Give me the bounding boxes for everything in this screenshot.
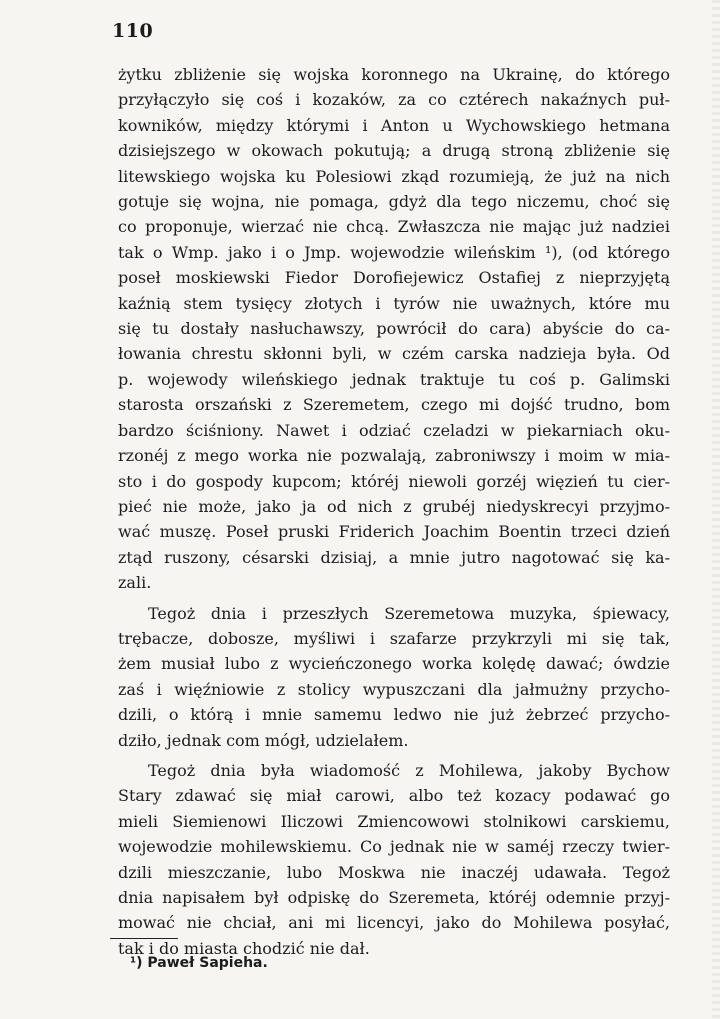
text-line: mować nie chciał, ani mi licencyi, jako do Mohilewa posyłać, [118,913,670,933]
text-line: zaś i więźniowie z stolicy wypuszczani dla jałmużny przycho- [118,679,670,699]
page-number: 110 [112,20,154,42]
scan-edge [712,0,720,1019]
text-line: trębacze, dobosze, myśliwi i szafarze przykrzyli mi się tak, [118,628,670,648]
text-line: mieli Siemienowi Iliczowi Zmiencowowi stolnikowi carskiemu, [118,811,670,831]
text-line: dnia napisałem był odpiskę do Szeremeta, któréj odemnie przyj- [118,888,670,907]
text-line: kowników, między którymi i Anton u Wychowskiego hetmana [118,115,670,135]
text-line: sto i do gospody kupcom; któréj niewoli gorzéj więzień tu cier- [118,471,670,491]
text-line: dzisiejszego w okowach pokutują; a drugą stroną zbliżenie się [118,141,670,161]
text-line: łowania chrestu skłonni byli, w czém carska nadzieja była. Od [118,344,670,364]
text-line: starosta orszański z Szeremetem, czego mi dojść trudno, bom [118,395,670,415]
text-line: wojewodzie mohilewskiemu. Co jednak nie w saméj rzeczy twier- [118,837,670,857]
text-line: tak o Wmp. jako i o Jmp. wojewodzie wileńskim ¹), (od którego [118,242,670,262]
text-line: się tu dostały nasłuchawszy, powrócił do cara) abyście do ca- [118,319,670,339]
text-line: co proponuje, wierzać nie chcą. Zwłaszcza nie mając już nadziei [118,217,670,237]
body-text [118,62,670,961]
text-line: kaźnią stem tysięcy złotych i tyrów nie uważnych, które mu [118,293,670,313]
footnote: ¹) Paweł Sapieha. [130,955,268,971]
text-line: p. wojewody wileńskiego jednak traktuje tu coś p. Galimski [118,369,670,389]
text-line: dzili mieszczanie, lubo Moskwa nie inaczéj udawała. Tegoż [118,862,670,882]
text-line: Tegoż dnia i przeszłych Szeremetowa muzyka, śpiewacy, [148,603,670,623]
text-line: pieć nie może, jako ja od nich z grubéj niedyskrecyi przyjmo- [118,496,670,516]
paragraph-1 [118,62,670,596]
footnote-rule [110,938,178,939]
text-line: dziło, jednak com mógł, udzielałem. [118,730,409,750]
text-line: ztąd ruszony, césarski dzisiaj, a mnie jutro nagotować się ka- [118,547,670,567]
text-line: poseł moskiewski Fiedor Dorofiejewicz Ostafiej z nieprzyjętą [118,268,670,288]
paragraph-2 [118,601,670,753]
text-line: rzonéj z mego worka nie pozwalają, zabroniwszy i moim w mia- [118,446,670,466]
text-line: bardzo ściśniony. Nawet i odziać czeladzi w piekarniach oku- [118,420,670,440]
text-line: przyłączyło się coś i kozaków, za co cztérech nakaźnych puł- [118,90,670,110]
text-line: wać muszę. Poseł pruski Friderich Joachim Boentin trzeci dzień [118,522,670,542]
text-line: dzili, o którą i mnie samemu ledwo nie już żebrzeć przycho- [118,705,670,725]
text-line: Stary zdawać się miał carowi, albo też kozacy podawać go [118,786,670,806]
text-line: żem musiał lubo z wycieńczonego worka kolędę dawać; ówdzie [118,654,670,674]
text-line: żytku zbliżenie się wojska koronnego na Ukrainę, do którego [118,65,670,84]
text-line: zali. [118,573,152,593]
text-line: Tegoż dnia była wiadomość z Mohilewa, jakoby Bychow [148,760,670,780]
text-line: gotuje się wojna, nie pomaga, gdyż dla tego niczemu, choć się [118,192,670,212]
paragraph-3 [118,758,670,961]
text-line: litewskiego wojska ku Polesiowi zkąd rozumieją, że już na nich [118,166,670,186]
text-line: tak i do miasta chodzić nie dał. [118,938,370,958]
